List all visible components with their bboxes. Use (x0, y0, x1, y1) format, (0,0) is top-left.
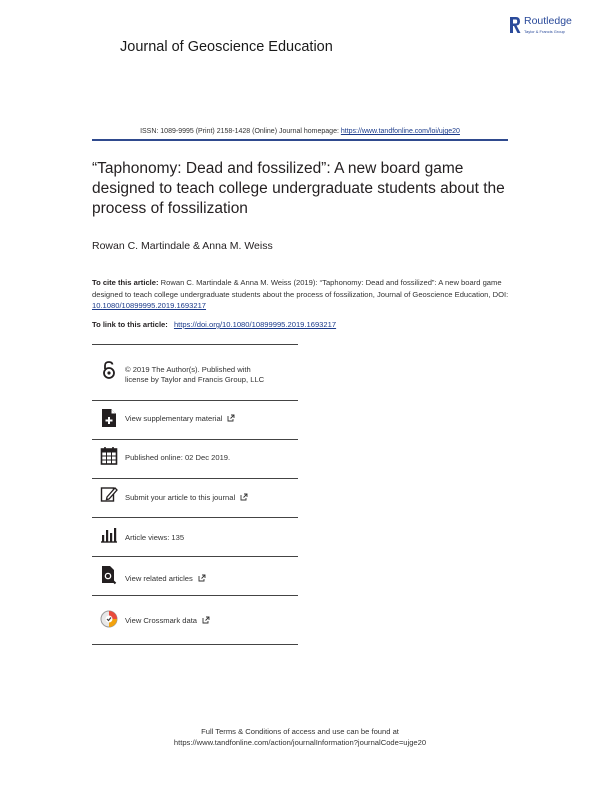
related-articles-icon (100, 565, 118, 585)
article-link-line (92, 320, 336, 329)
submit-article-item[interactable] (92, 479, 298, 518)
citation-block (92, 277, 512, 312)
citation-text: Rowan C. Martindale & Anna M. Weiss (2019): “Taphonomy: Dead and fossilized”: A new board game designed to teach college undergraduate students about the process of fossilization, Journal of Geoscience Education, DOI: (92, 278, 509, 299)
crossmark-icon (100, 609, 118, 629)
crossmark-item[interactable] (92, 596, 298, 645)
routledge-r-icon (508, 15, 522, 35)
article-doi-link[interactable]: https://doi.org/10.1080/10899995.2019.1693217 (173, 320, 337, 329)
publisher-name: Routledge (524, 15, 572, 27)
license-line-2: license by Taylor and Francis Group, LLC (125, 375, 265, 384)
external-link-icon (202, 616, 210, 624)
bar-chart-icon (100, 526, 118, 546)
terms-footer (0, 726, 600, 748)
publisher-logo[interactable] (508, 15, 588, 45)
publisher-tagline: Taylor & Francis Group (524, 29, 565, 34)
article-views-text: Article views: 135 (125, 533, 185, 542)
info-top-divider (92, 344, 298, 345)
article-authors: Rowan C. Martindale & Anna M. Weiss (92, 240, 273, 252)
submit-article-label: Submit your article to this journal (125, 493, 248, 504)
external-link-icon (198, 574, 206, 582)
journal-title: Journal of Geoscience Education (120, 39, 333, 55)
submit-pencil-icon (100, 484, 118, 504)
article-link-label: To link to this article: (92, 320, 168, 329)
article-views-item (92, 518, 298, 557)
calendar-icon (100, 446, 118, 466)
crossmark-label: View Crossmark data (125, 616, 210, 627)
journal-homepage-link[interactable]: https://www.tandfonline.com/loi/ujge20 (340, 128, 460, 135)
supplementary-label: View supplementary material (125, 414, 235, 425)
issn-text: ISSN: 1089-9995 (Print) 2158-1428 (Online) Journal homepage: (140, 128, 339, 135)
license-line-1: © 2019 The Author(s). Published with (125, 365, 251, 374)
citation-doi-link[interactable]: 10.1080/10899995.2019.1693217 (92, 301, 207, 310)
supplementary-item[interactable] (92, 401, 298, 440)
issn-line (0, 128, 600, 135)
related-articles-item[interactable] (92, 557, 298, 596)
citation-label: To cite this article: (92, 278, 159, 287)
published-date-item (92, 440, 298, 479)
terms-text: Full Terms & Conditions of access and use can be found at (201, 727, 399, 736)
terms-link[interactable]: https://www.tandfonline.com/action/journalInformation?journalCode=ujge20 (173, 738, 427, 747)
external-link-icon (240, 493, 248, 501)
published-date-text: Published online: 02 Dec 2019. (125, 453, 231, 462)
external-link-icon (227, 414, 235, 422)
license-info-item (92, 354, 298, 401)
header-divider (92, 139, 508, 141)
open-access-icon (100, 360, 118, 380)
article-title: “Taphonomy: Dead and fossilized”: A new board game designed to teach college undergraduate students about the process of fossilization (92, 160, 505, 217)
supplementary-file-icon (100, 408, 118, 428)
related-articles-label: View related articles (125, 574, 206, 585)
